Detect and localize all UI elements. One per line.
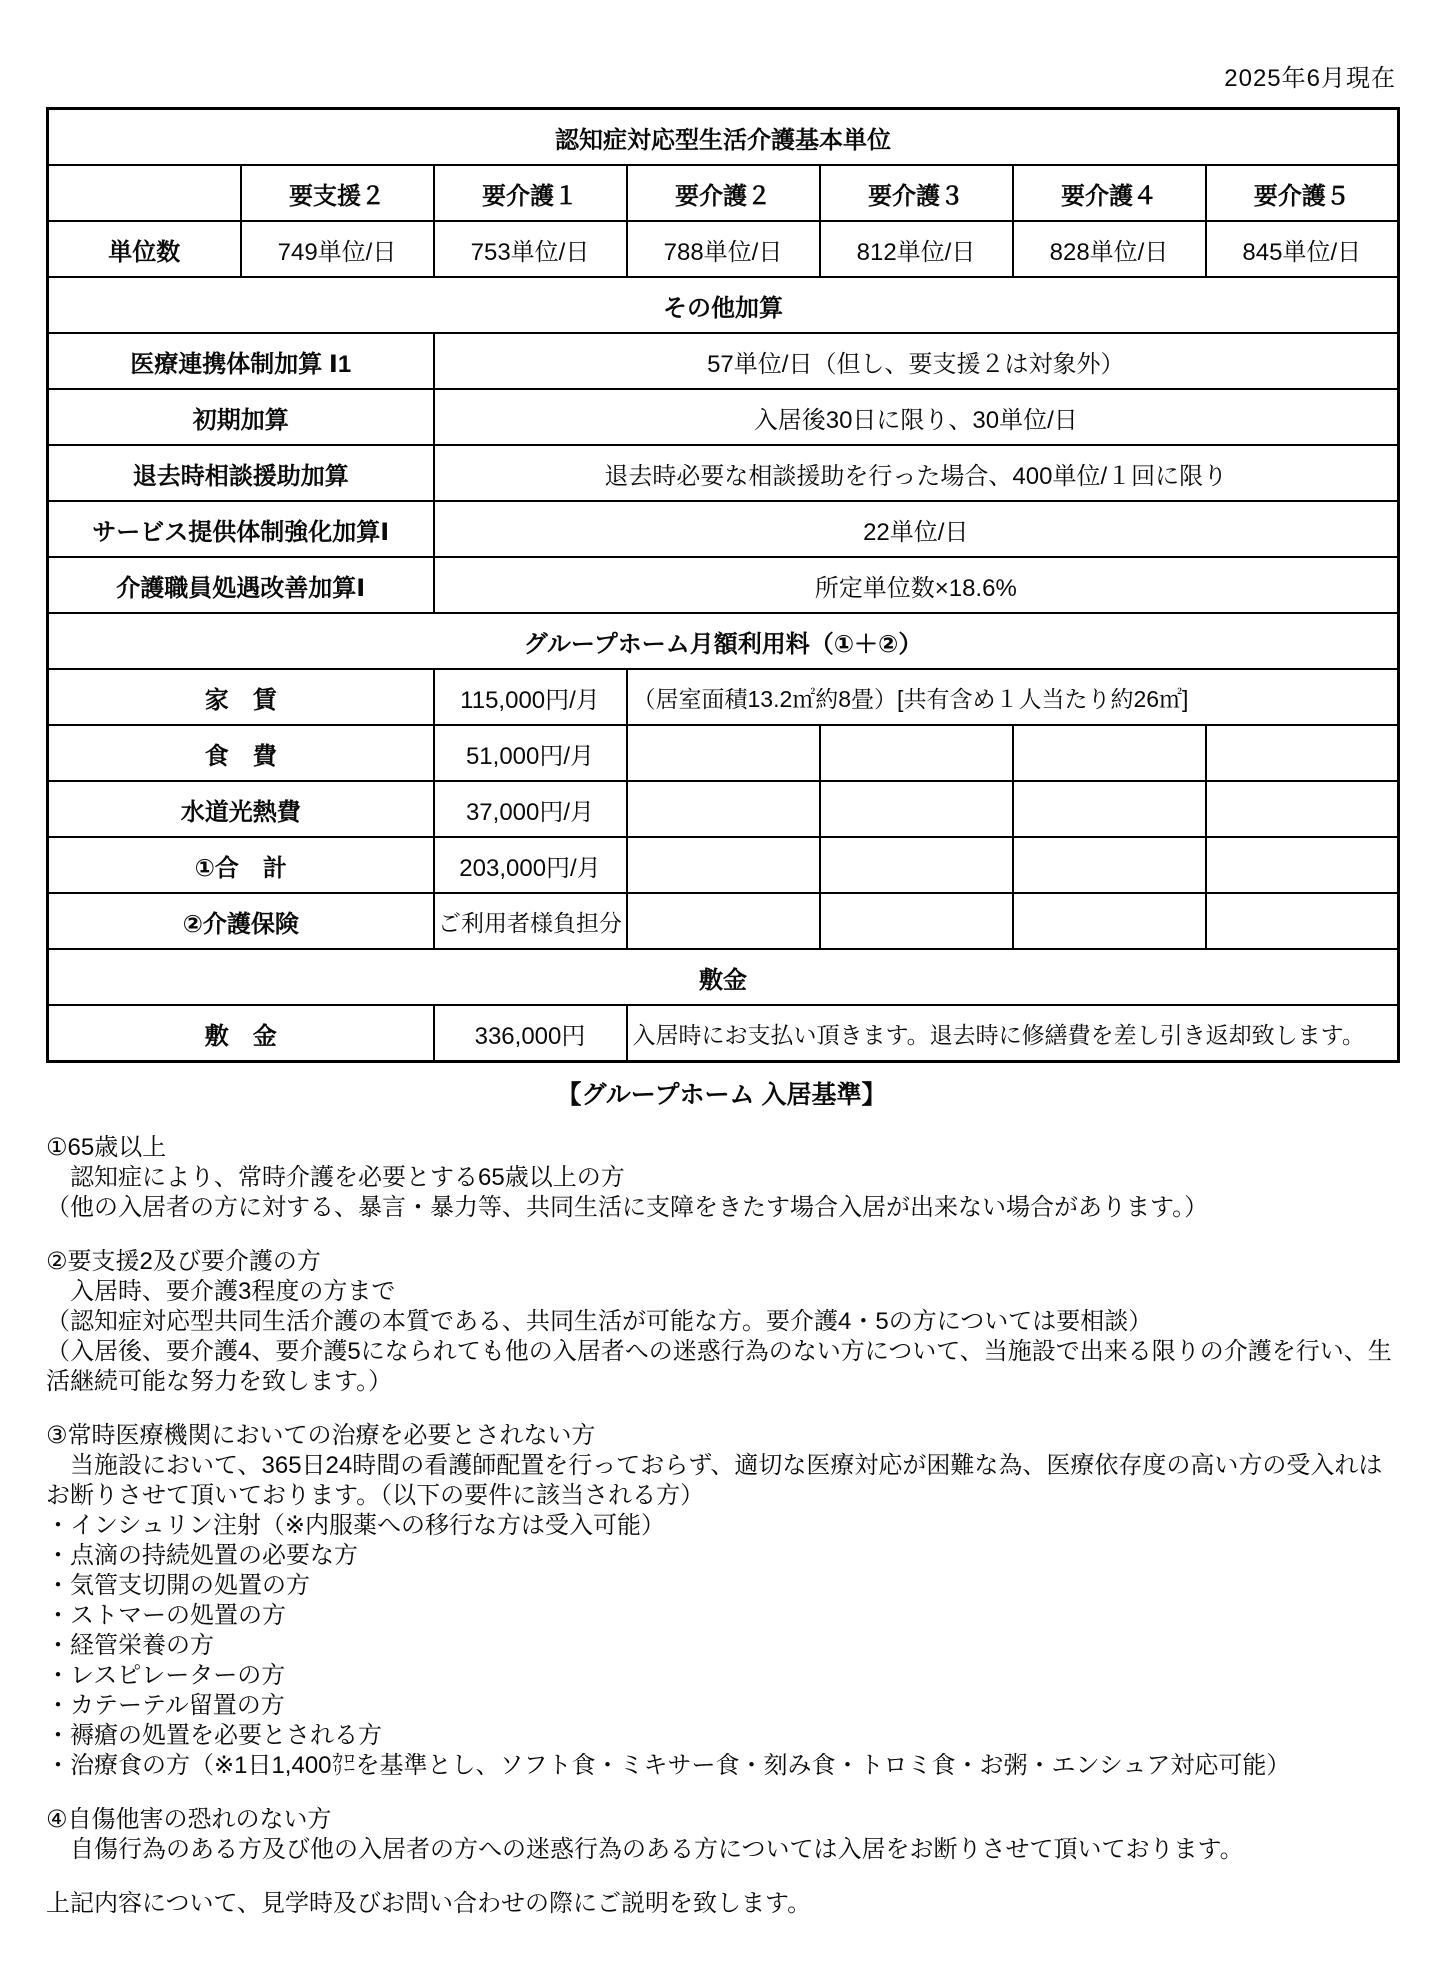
criteria-line: （他の入居者の方に対する、暴言・暴力等、共同生活に支障をきたす場合入居が出来ない場合があります。） — [46, 1194, 1209, 1221]
monthly-value: 51,000円/月 — [434, 725, 627, 781]
criteria-line: 認知症により、常時介護を必要とする65歳以上の方 — [46, 1164, 625, 1191]
criteria-line: ・インシュリン注射（※内服薬への移行な方は受入可能） — [46, 1512, 666, 1539]
monthly-row-subtotal — [48, 837, 1399, 893]
empty-cell — [627, 837, 820, 893]
deposit-section-row — [48, 949, 1399, 1005]
criteria-line: ④自傷他害の恐れのない方 — [46, 1806, 332, 1833]
monthly-label: 食 費 — [48, 725, 434, 781]
empty-cell — [820, 781, 1013, 837]
criteria-line: 当施設において、365日24時間の看護師配置を行っておらず、適切な医療対応が困難な為、医療依存度の高い方の受入れはお断りさせて頂いております。（以下の要件に該当される方） — [46, 1452, 1383, 1509]
criteria-line: ②要支援2及び要介護の方 — [46, 1248, 321, 1275]
empty-cell — [820, 893, 1013, 949]
units-value: 749単位/日 — [241, 221, 434, 277]
addon-value: 57単位/日（但し、要支援２は対象外） — [434, 333, 1399, 389]
criteria-section-2 — [46, 1247, 1397, 1397]
criteria-line: （入居後、要介護4、要介護5になられても他の入居者への迷惑行為のない方について、当施設で出来る限りの介護を行い、生活継続可能な努力を致します。） — [46, 1338, 1392, 1395]
addon-row — [48, 557, 1399, 613]
deposit-label: 敷 金 — [48, 1005, 434, 1062]
criteria-line: ・カテーテル留置の方 — [46, 1692, 285, 1719]
monthly-row-insurance — [48, 893, 1399, 949]
criteria-line: ③常時医療機関においての治療を必要とされない方 — [46, 1422, 596, 1449]
care-level-header: 要介護５ — [1206, 165, 1399, 221]
empty-cell — [1013, 893, 1206, 949]
monthly-value: 37,000円/月 — [434, 781, 627, 837]
criteria-line: ・褥瘡の処置を必要とされる方 — [46, 1722, 382, 1749]
addon-label: 退去時相談援助加算 — [48, 445, 434, 501]
pricing-table — [46, 107, 1400, 1063]
empty-cell — [1206, 781, 1399, 837]
empty-cell — [820, 725, 1013, 781]
deposit-value: 336,000円 — [434, 1005, 627, 1062]
empty-cell — [1206, 893, 1399, 949]
units-value: 812単位/日 — [820, 221, 1013, 277]
addon-row — [48, 501, 1399, 557]
date-note: 2025年6月現在 — [1224, 65, 1396, 92]
criteria-line: ・気管支切開の処置の方 — [46, 1572, 310, 1599]
monthly-section-header: グループホーム月額利用料（①＋②） — [48, 613, 1399, 669]
corner-cell — [48, 165, 241, 221]
care-level-header: 要介護３ — [820, 165, 1013, 221]
care-level-header: 要介護４ — [1013, 165, 1206, 221]
empty-cell — [820, 837, 1013, 893]
deposit-section-header: 敷金 — [48, 949, 1399, 1005]
care-level-header: 要支援２ — [241, 165, 434, 221]
units-label: 単位数 — [48, 221, 241, 277]
monthly-value: ご利用者様負担分 — [434, 893, 627, 949]
addons-section-header: その他加算 — [48, 277, 1399, 333]
criteria-section-1 — [46, 1133, 1397, 1223]
addon-value: 入居後30日に限り、30単位/日 — [434, 389, 1399, 445]
monthly-section-row — [48, 613, 1399, 669]
care-level-header-row — [48, 165, 1399, 221]
addon-row — [48, 333, 1399, 389]
empty-cell — [627, 781, 820, 837]
criteria-line: ・ストマーの処置の方 — [46, 1602, 286, 1629]
units-value: 845単位/日 — [1206, 221, 1399, 277]
addon-row — [48, 389, 1399, 445]
table-title: 認知症対応型生活介護基本単位 — [48, 109, 1399, 166]
criteria-closing: 上記内容について、見学時及びお問い合わせの際にご説明を致します。 — [46, 1890, 812, 1917]
monthly-value: 203,000円/月 — [434, 837, 627, 893]
monthly-row-utilities — [48, 781, 1399, 837]
monthly-label: 水道光熱費 — [48, 781, 434, 837]
empty-cell — [1013, 781, 1206, 837]
monthly-row-rent — [48, 669, 1399, 725]
addon-value: 退去時必要な相談援助を行った場合、400単位/１回に限り — [434, 445, 1399, 501]
criteria-line: 自傷行為のある方及び他の入居者の方への迷惑行為のある方については入居をお断りさせて頂いております。 — [46, 1836, 1244, 1863]
units-value: 828単位/日 — [1013, 221, 1206, 277]
units-value: 788単位/日 — [627, 221, 820, 277]
criteria-text — [46, 1133, 1397, 1919]
criteria-title: 【グループホーム 入居基準】 — [556, 1081, 887, 1109]
monthly-label: ①合 計 — [48, 837, 434, 893]
care-level-header: 要介護１ — [434, 165, 627, 221]
criteria-line: ・レスピレーターの方 — [46, 1662, 286, 1689]
units-row — [48, 221, 1399, 277]
criteria-section-3 — [46, 1421, 1397, 1781]
monthly-value: 115,000円/月 — [434, 669, 627, 725]
empty-cell — [1013, 837, 1206, 893]
criteria-line: （認知症対応型共同生活介護の本質である、共同生活が可能な方。要介護4・5の方については要相談） — [46, 1308, 1153, 1335]
empty-cell — [1206, 837, 1399, 893]
monthly-label: ②介護保険 — [48, 893, 434, 949]
addons-section-row — [48, 277, 1399, 333]
table-title-row — [48, 109, 1399, 166]
criteria-line: ・治療食の方（※1日1,400㌍を基準とし、ソフト食・ミキサー食・刻み食・トロミ食・お粥・エンシュア対応可能） — [46, 1752, 1291, 1779]
monthly-note: （居室面積13.2㎡約8畳）[共有含め１人当たり約26㎡] — [627, 669, 1399, 725]
addon-label: 医療連携体制加算 Ⅰ1 — [48, 333, 434, 389]
monthly-row-food — [48, 725, 1399, 781]
criteria-line: ①65歳以上 — [46, 1134, 167, 1161]
empty-cell — [1206, 725, 1399, 781]
criteria-section-4 — [46, 1805, 1397, 1865]
addon-row — [48, 445, 1399, 501]
addon-value: 所定単位数×18.6% — [434, 557, 1399, 613]
deposit-row — [48, 1005, 1399, 1062]
empty-cell — [1013, 725, 1206, 781]
deposit-note: 入居時にお支払い頂きます。退去時に修繕費を差し引き返却致します。 — [627, 1005, 1399, 1062]
empty-cell — [627, 725, 820, 781]
criteria-line: 入居時、要介護3程度の方まで — [46, 1278, 396, 1305]
addon-label: 介護職員処遇改善加算Ⅰ — [48, 557, 434, 613]
addon-value: 22単位/日 — [434, 501, 1399, 557]
criteria-line: ・経管栄養の方 — [46, 1632, 214, 1659]
empty-cell — [627, 893, 820, 949]
criteria-line: ・点滴の持続処置の必要な方 — [46, 1542, 358, 1569]
addon-label: 初期加算 — [48, 389, 434, 445]
units-value: 753単位/日 — [434, 221, 627, 277]
care-level-header: 要介護２ — [627, 165, 820, 221]
addon-label: サービス提供体制強化加算Ⅰ — [48, 501, 434, 557]
monthly-label: 家 賃 — [48, 669, 434, 725]
